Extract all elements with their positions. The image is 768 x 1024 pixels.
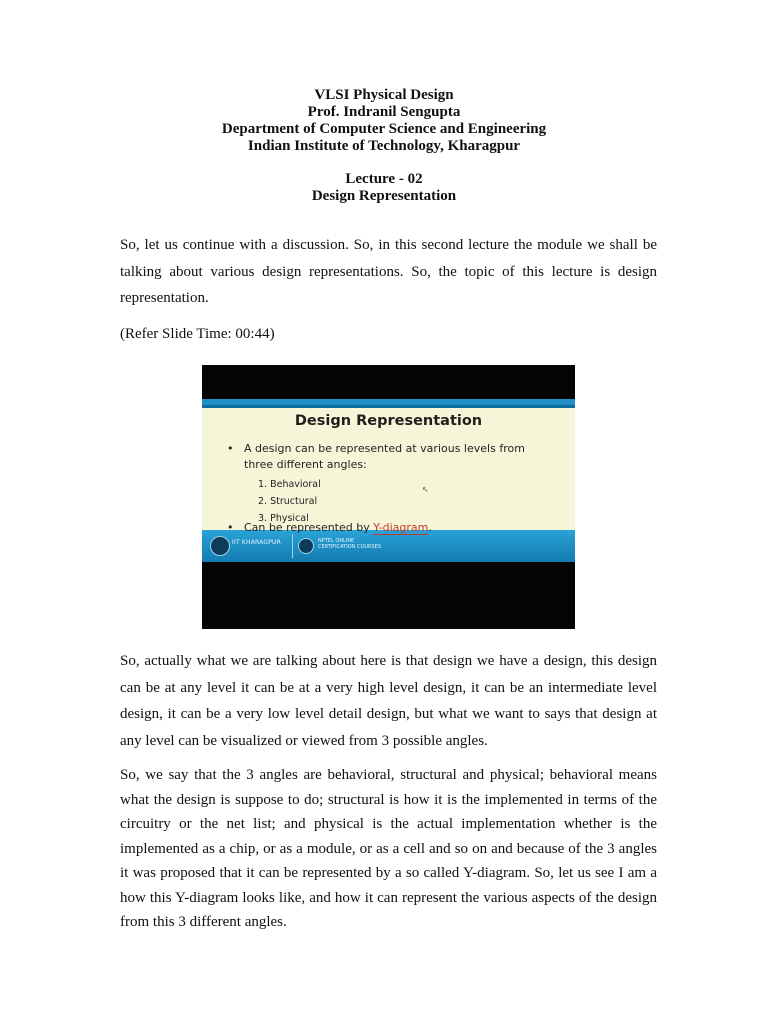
- iit-kharagpur-logo-icon: [210, 536, 230, 556]
- slide-item-physical: 3. Physical: [258, 513, 309, 524]
- footer-left-label: IIT KHARAGPUR: [232, 539, 282, 546]
- professor-name: Prof. Indranil Sengupta: [307, 104, 461, 120]
- slide-title: Design Representation: [294, 413, 483, 429]
- footer-right-line-2: CERTIFICATION COURSES: [318, 544, 382, 550]
- paragraph-2: So, actually what we are talking about here is that design we have a design, this design can be at any level it can be at a very high level design, it can be an intermediate level design, it can be a very low level detail design, but what we want to says that design at any level can be visualized or viewed from 3 possible angles.: [120, 653, 657, 749]
- slide-body: [202, 408, 575, 530]
- institute-name: Indian Institute of Technology, Kharagpur: [247, 138, 521, 154]
- bullet-dot-icon: •: [227, 442, 234, 455]
- slide-bullet-1: [227, 441, 525, 473]
- footer-separator: [292, 534, 293, 558]
- refer-slide-time: (Refer Slide Time: 00:44): [120, 326, 275, 342]
- slide-bullet-2-text: Can be represented by: [244, 521, 374, 534]
- course-title: VLSI Physical Design: [314, 87, 454, 103]
- footer-right-label: [318, 538, 381, 550]
- slide-bullet-2-suffix: .: [428, 521, 432, 534]
- mouse-cursor-icon: ↖: [422, 485, 429, 494]
- slide-item-behavioral: 1. Behavioral: [258, 479, 321, 490]
- lecture-slide-image: [202, 365, 575, 629]
- header-gap: [0, 155, 768, 171]
- nptel-logo-icon: [298, 538, 314, 554]
- slide-item-structural: 2. Structural: [258, 496, 318, 507]
- lecture-topic: Design Representation: [311, 188, 457, 204]
- document-header: [0, 87, 768, 205]
- bullet-dot-icon: •: [227, 521, 234, 534]
- department-name: Department of Computer Science and Engineering: [221, 121, 547, 137]
- y-diagram-link[interactable]: Y-diagram: [373, 521, 429, 534]
- slide-bullet-1-line-1: A design can be represented at various levels from: [244, 442, 525, 455]
- lecture-number: Lecture - 02: [345, 171, 423, 187]
- slide-bullet-2: [227, 520, 432, 536]
- intro-paragraph: So, let us continue with a discussion. So, in this second lecture the module we shall be talking about various design representations. So, the topic of this lecture is design representation.: [120, 237, 657, 306]
- slide-bullet-1-line-2: three different angles:: [244, 458, 367, 471]
- paragraph-3: So, we say that the 3 angles are behavioral, structural and physical; behavioral means what the design is suppose to do; structural is how it is the implemented in terms of the circuitry or the net list; and physical is the actual implementation whether is the implemented as a chip, or as a module, or as a cell and so on and because of the 3 angles it was proposed that it can be represented by a so called Y-diagram. So, let us see I am a how this Y-diagram looks like, and how it can represent the various aspects of the design from this 3 different angles.: [120, 767, 657, 930]
- footer-right-line-1: NPTEL ONLINE: [318, 538, 355, 544]
